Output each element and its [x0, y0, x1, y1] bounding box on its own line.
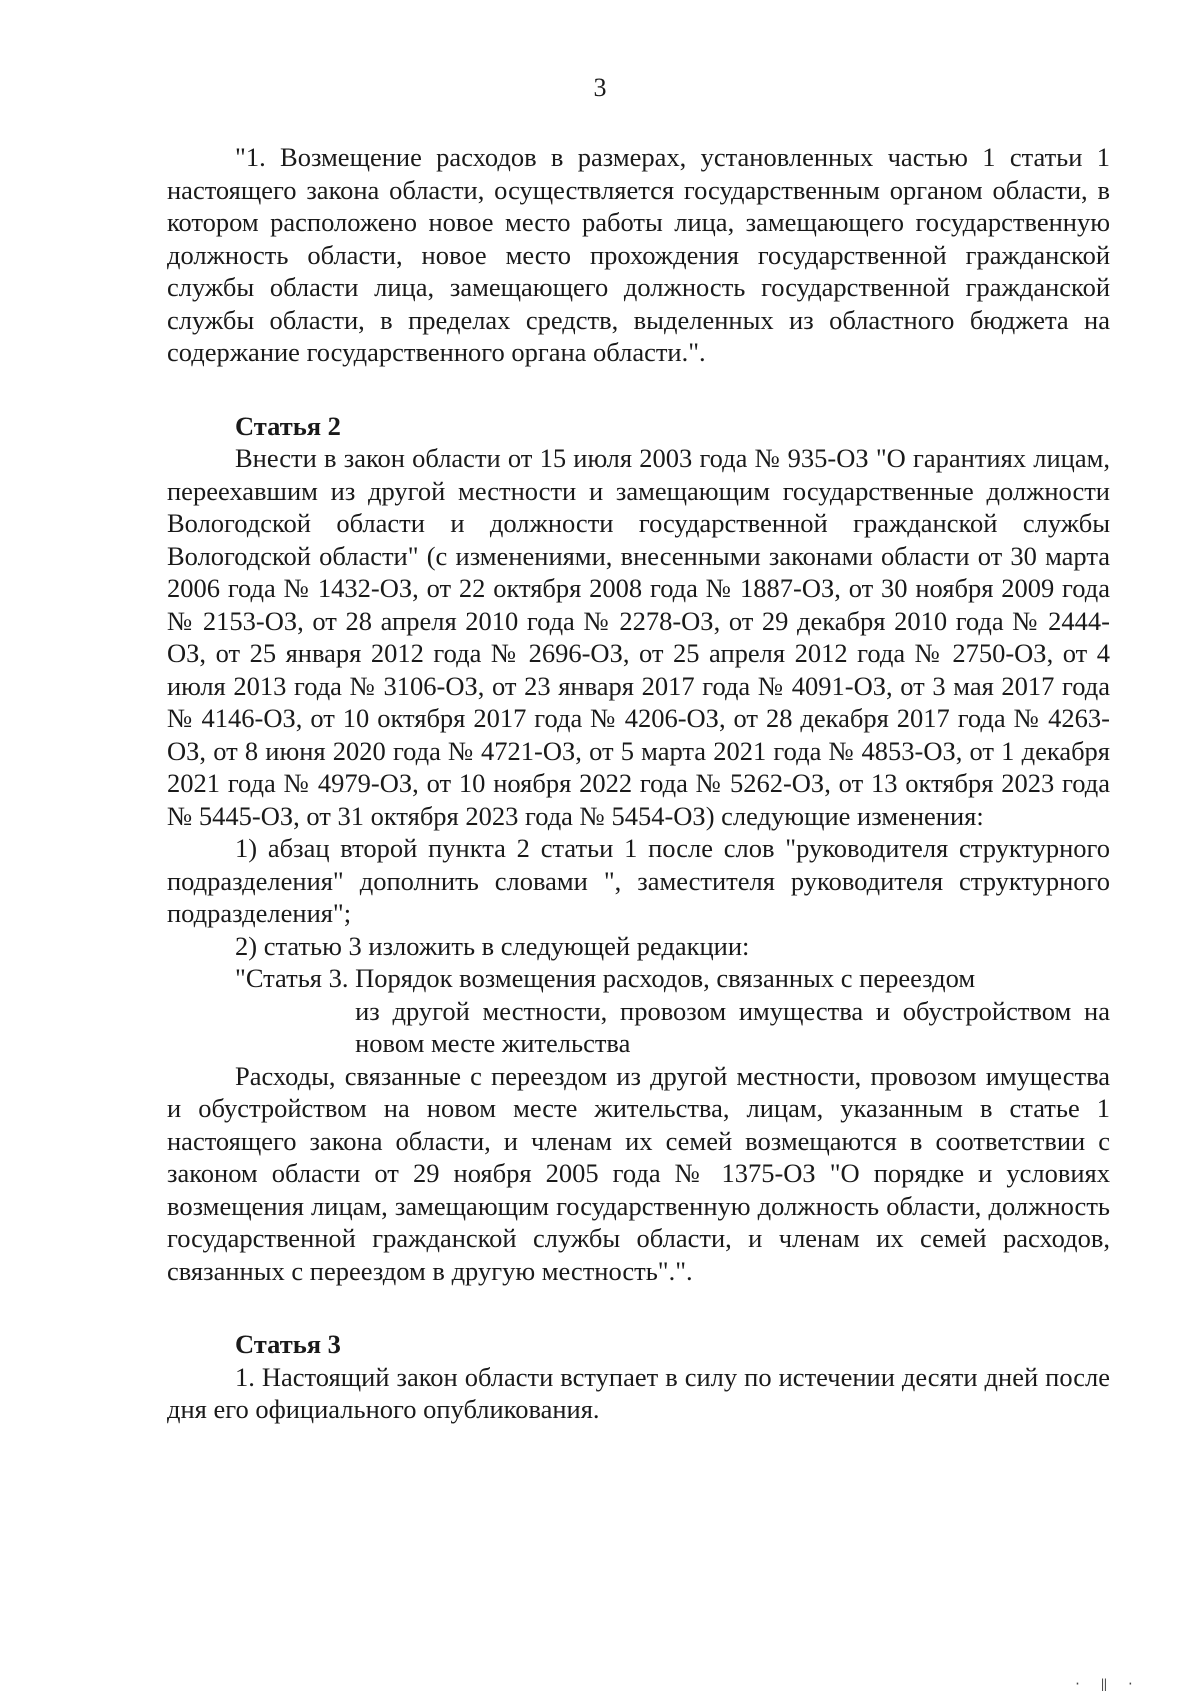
- new-article-3-heading-text: [355, 962, 1110, 1060]
- new-article-3-heading: [167, 962, 1110, 1060]
- new-article-3-heading-line-1: Порядок возмещения расходов, связанных с переездом: [355, 963, 976, 993]
- article-2-intro: Внести в закон области от 15 июля 2003 года № 935-ОЗ "О гарантиях лицам, переехавшим из другой местности и замещающим государственные должности Вологодской области и должности государственной гражданской службы Вологодской области" (с изменениями, внесенными законами области от 30 марта 2006 года № 1432-ОЗ, от 22 октября 2008 года № 1887-ОЗ, от 30 ноября 2009 года № 2153-ОЗ, от 28 апреля 2010 года № 2278-ОЗ, от 29 декабря 2010 года № 2444-ОЗ, от 25 января 2012 года № 2696-ОЗ, от 25 апреля 2012 года № 2750-ОЗ, от 4 июля 2013 года № 3106-ОЗ, от 23 января 2017 года № 4091-ОЗ, от 3 мая 2017 года № 4146-ОЗ, от 10 октября 2017 года № 4206-ОЗ, от 28 декабря 2017 года № 4263-ОЗ, от 8 июня 2020 года № 4721-ОЗ, от 5 марта 2021 года № 4853-ОЗ, от 1 декабря 2021 года № 4979-ОЗ, от 10 ноября 2022 года № 5262-ОЗ, от 13 октября 2023 года № 5445-ОЗ, от 31 октября 2023 года № 5454-ОЗ) следующие изменения:: [167, 443, 1110, 831]
- page-number: 3: [593, 73, 607, 102]
- scan-marks: · ‖ ·: [1073, 1677, 1140, 1691]
- paragraph-compensation-clause: "1. Возмещение расходов в размерах, установленных частью 1 статьи 1 настоящего закона области, осуществляется государственным органом области, в котором расположено новое место работы лица, замещающего государственную должность области, новое место прохождения государственной гражданской службы области лица, замещающего должность государственной гражданской службы области, в пределах средств, выделенных из областного бюджета на содержание государственного органа области.".: [167, 142, 1110, 367]
- section-gap: [167, 369, 1110, 410]
- article-3-item-1: 1. Настоящий закон области вступает в силу по истечении десяти дней после дня его официального опубликования.: [167, 1361, 1110, 1424]
- new-article-3-body: Расходы, связанные с переездом из другой местности, провозом имущества и обустройством на новом месте жительства, лицам, указанным в статье 1 настоящего закона области, и членам их семей возмещаются в соответствии с законом области от 29 ноября 2005 года № 1375-ОЗ "О порядке и условиях возмещения лицам, замещающим государственную должность области, должность государственной гражданской службы области, и членам их семей расходов, связанных с переездом в другую местность".".: [167, 1060, 1110, 1286]
- document-body: [167, 141, 1110, 1426]
- article-3-title: Статья 3: [235, 1329, 341, 1359]
- section-gap: [167, 1287, 1110, 1328]
- new-article-3-heading-rest: из другой местности, провозом имущества и обустройством на новом месте жительства: [355, 995, 1110, 1058]
- article-2-item-2: 2) статью 3 изложить в следующей редакции:: [235, 930, 750, 961]
- article-2-item-1: 1) абзац второй пункта 2 статьи 1 после слов "руководителя структурного подразделения" дополнить словами ", заместителя руководителя структурного подразделения";: [167, 833, 1110, 928]
- new-article-3-prefix: "Статья 3.: [235, 963, 356, 993]
- article-2-title: Статья 2: [235, 410, 341, 441]
